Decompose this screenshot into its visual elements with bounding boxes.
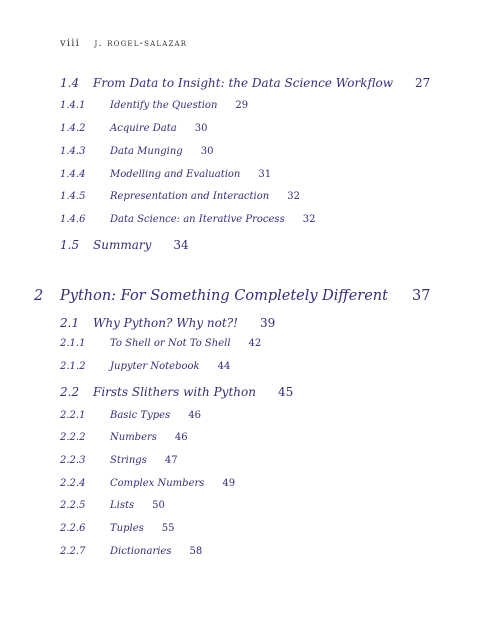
- toc-entry-number: 2.2.3: [60, 455, 86, 466]
- header-author: j. rogel-salazar: [94, 38, 188, 49]
- toc-entry-title[interactable]: Tuples: [110, 523, 144, 534]
- toc-entry-page: 32: [302, 214, 316, 225]
- toc-entry-page: 50: [152, 500, 165, 511]
- toc-entry-title[interactable]: Python: For Something Completely Different: [60, 288, 388, 304]
- toc-entry-number: 2.2.5: [60, 500, 86, 511]
- toc-entry-page: 31: [258, 169, 272, 180]
- toc-entry-page: 49: [222, 478, 236, 489]
- toc-entry-number: 2.2.2: [60, 432, 86, 443]
- toc-entry-number: 2.2.7: [60, 546, 86, 557]
- toc-entry-number: 2: [34, 288, 44, 304]
- toc-entry-title[interactable]: Acquire Data: [110, 123, 177, 134]
- toc-entry-number: 2.2.6: [60, 523, 86, 534]
- toc-entry-title[interactable]: Firsts Slithers with Python: [93, 385, 256, 399]
- toc-entry-page: 34: [173, 238, 189, 252]
- toc-entry-page: 42: [248, 338, 262, 349]
- toc-entry-number: 2.2: [60, 385, 80, 399]
- toc-entry-page: 55: [161, 523, 175, 534]
- toc-entry-title[interactable]: Numbers: [110, 432, 157, 443]
- toc-entry-number: 2.1: [60, 316, 80, 330]
- toc-entry-title[interactable]: Identify the Question: [110, 100, 218, 111]
- toc-entry-page: 46: [188, 410, 201, 421]
- toc-entry-title[interactable]: Lists: [110, 500, 135, 511]
- toc-entry-number: 2.2.1: [60, 410, 86, 421]
- toc-entry-number: 1.4.2: [60, 123, 86, 134]
- toc-entry-number: 1.4.6: [60, 214, 86, 225]
- toc-entry-number: 1.4.5: [60, 191, 86, 202]
- toc-entry-title[interactable]: Complex Numbers: [110, 478, 205, 489]
- toc-entry-page: 32: [287, 191, 300, 202]
- toc-entry-number: 2.1.2: [60, 361, 86, 372]
- toc-entry-page: 27: [415, 76, 431, 90]
- toc-entry-page: 44: [217, 361, 231, 372]
- running-header: [60, 38, 187, 49]
- toc-entry-title[interactable]: Jupyter Notebook: [110, 361, 200, 372]
- toc-entry-page: 29: [235, 100, 249, 111]
- toc-entry-title[interactable]: Summary: [93, 238, 152, 252]
- toc-entry-page: 39: [259, 316, 276, 330]
- toc-entry-title[interactable]: Why Python? Why not?!: [93, 316, 238, 330]
- toc-entry-page: 46: [174, 432, 188, 443]
- toc-entry-number: 1.5: [60, 238, 80, 252]
- toc-entry-number: 1.4.3: [60, 146, 86, 157]
- toc-entry-title[interactable]: Strings: [110, 455, 147, 466]
- toc-entry-title[interactable]: Basic Types: [110, 410, 171, 421]
- toc-entry-page: 37: [411, 288, 431, 304]
- toc-entry-page: 30: [194, 123, 208, 134]
- toc-entry-page: 47: [164, 455, 178, 466]
- toc-entry-number: 2.1.1: [60, 338, 86, 349]
- toc-entry-title[interactable]: From Data to Insight: the Data Science Workflow: [93, 76, 393, 90]
- toc-entry-page: 45: [277, 385, 294, 399]
- toc-entry-number: 1.4.1: [60, 100, 86, 111]
- header-page-number: viii: [60, 38, 81, 49]
- toc-entry-number: 1.4: [60, 76, 80, 90]
- toc-entry-page: 30: [200, 146, 214, 157]
- toc-entry-title[interactable]: Modelling and Evaluation: [110, 169, 241, 180]
- toc-entry-title[interactable]: Representation and Interaction: [110, 191, 270, 202]
- toc-entry-number: 1.4.4: [60, 169, 86, 180]
- toc-entry-title[interactable]: Dictionaries: [110, 546, 172, 557]
- toc-entry-title[interactable]: Data Science: an Iterative Process: [110, 214, 285, 225]
- toc-entry-number: 2.2.4: [60, 478, 86, 489]
- toc-entry-title[interactable]: To Shell or Not To Shell: [110, 338, 231, 349]
- toc-entry-title[interactable]: Data Munging: [110, 146, 183, 157]
- toc-entry-page: 58: [189, 546, 203, 557]
